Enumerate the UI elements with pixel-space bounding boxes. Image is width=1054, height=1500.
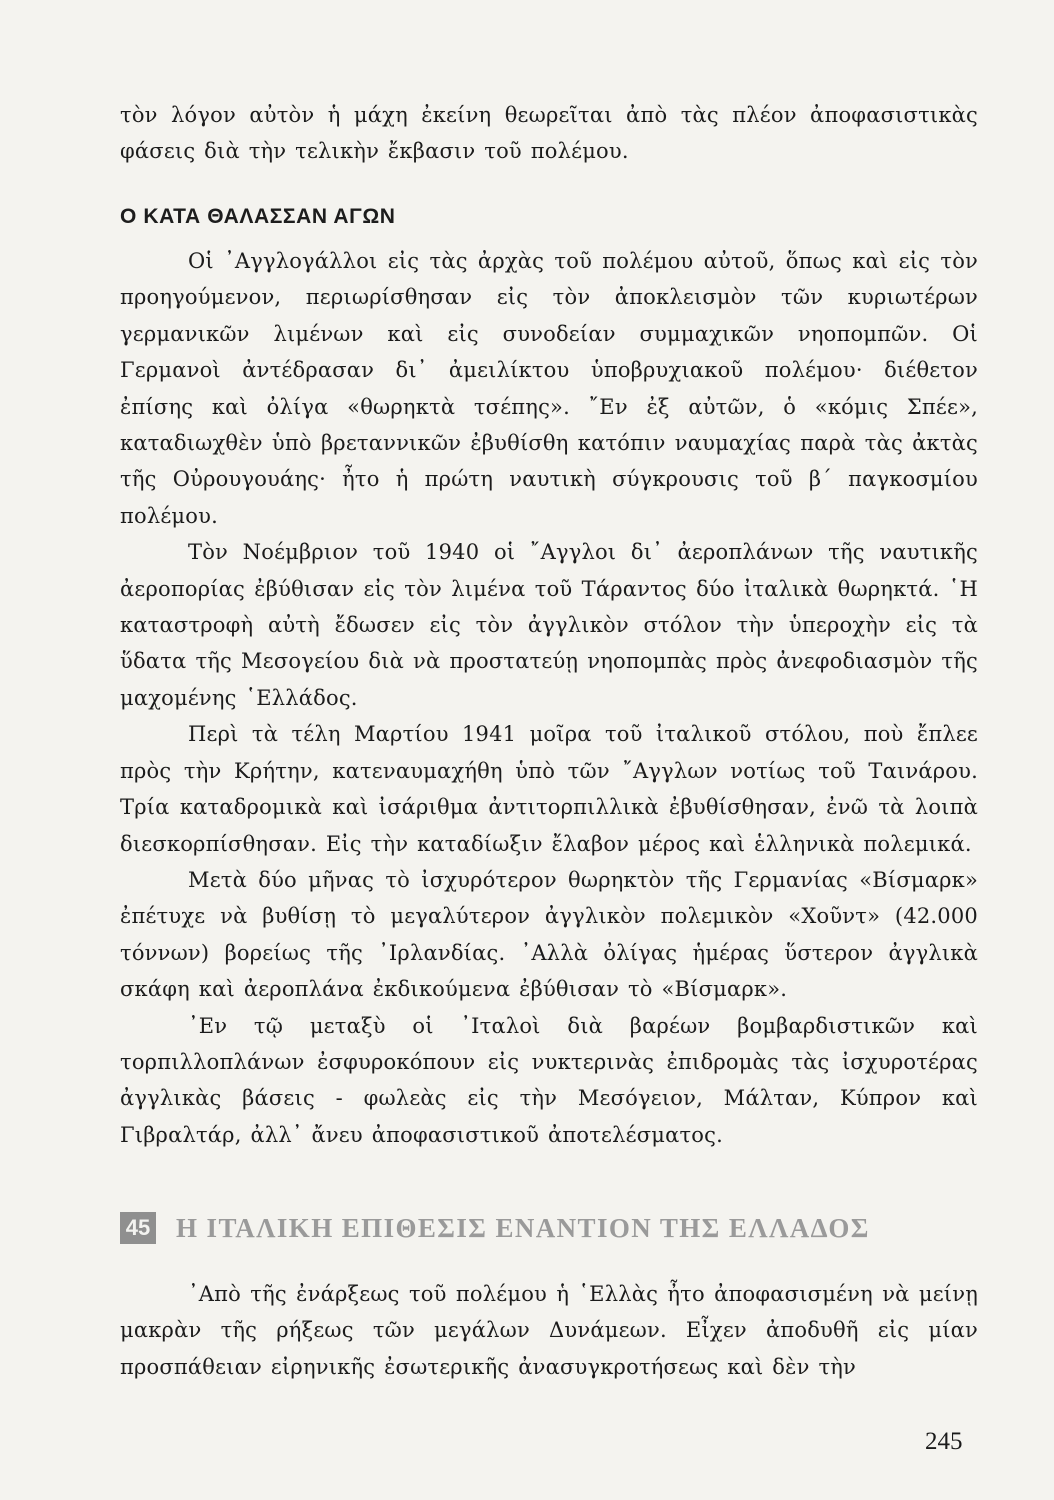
- paragraph-blockade: Οἱ ᾿Αγγλογάλλοι εἰς τὰς ἀρχὰς τοῦ πολέμου αὐτοῦ, ὅπως καὶ εἰς τὸν προηγούμενον, περιωρίσθησαν εἰς τὸν ἀποκλεισμὸν τῶν κυριωτέρων γερμανικῶν λιμένων καὶ εἰς συνοδείαν συμμαχικῶν νηοπομπῶν. Οἱ Γερμανοὶ ἀντέδρασαν δι᾿ ἀμειλίκτου ὑποβρυχιακοῦ πολέμου· διέθετον ἐπίσης καὶ ὀλίγα «θωρηκτὰ τσέπης». ῎Εν ἐξ αὐτῶν, ὁ «κόμις Σπέε», καταδιωχθὲν ὑπὸ βρεταννικῶν ἐβυθίσθη κατόπιν ναυμαχίας παρὰ τὰς ἀκτὰς τῆς Οὐρουγουάης· ἦτο ἡ πρώτη ναυτικὴ σύγκρουσις τοῦ β΄ παγκοσμίου πολέμου.: [120, 249, 978, 528]
- sea-war-text: [120, 243, 978, 1153]
- paragraph-taranto: Τὸν Νοέμβριον τοῦ 1940 οἱ ῎Αγγλοι δι᾿ ἀεροπλάνων τῆς ναυτικῆς ἀεροπορίας ἐβύθισαν εἰς τὸν λιμένα τοῦ Τάραντος δύο ἰταλικὰ θωρηκτά. ῾Η καταστροφὴ αὐτὴ ἔδωσεν εἰς τὸν ἀγγλικὸν στόλον τὴν ὑπεροχὴν εἰς τὰ ὕδατα τῆς Μεσογείου διὰ νὰ προστατεύῃ νηοπομπὰς πρὸς ἀνεφοδιασμὸν τῆς μαχομένης ῾Ελλάδος.: [120, 540, 978, 710]
- intro-text: [120, 97, 978, 170]
- paragraph-italian-bombing: ᾿Εν τῷ μεταξὺ οἱ ᾿Ιταλοὶ διὰ βαρέων βομβαρδιστικῶν καὶ τορπιλλοπλάνων ἐσφυροκόπουν εἰς νυκτερινὰς ἐπιδρομὰς τὰς ἰσχυροτέρας ἀγγλικὰς βάσεις - φωλεὰς εἰς τὴν Μεσόγειον, Μάλταν, Κύπρον καὶ Γιβραλτάρ, ἀλλ᾿ ἄνευ ἀποφασιστικοῦ ἀποτελέσματος.: [120, 1013, 978, 1147]
- paragraph-tainaron: Περὶ τὰ τέλη Μαρτίου 1941 μοῖρα τοῦ ἰταλικοῦ στόλου, ποὺ ἔπλεε πρὸς τὴν Κρήτην, κατεναυμαχήθη ὑπὸ τῶν ῎Αγγλων νοτίως τοῦ Ταινάρου. Τρία καταδρομικὰ καὶ ἰσάριθμα ἀντιτορπιλλικὰ ἐβυθίσθησαν, ἐνῶ τὰ λοιπὰ διεσκορπίσθησαν. Εἰς τὴν καταδίωξιν ἔλαβον μέρος καὶ ἑλληνικὰ πολεμικά.: [120, 722, 978, 856]
- section-heading-sea-war: Ο ΚΑΤΑ ΘΑΛΑΣΣΑΝ ΑΓΩΝ: [120, 205, 396, 228]
- section-number-badge: 45: [120, 1212, 156, 1244]
- italian-attack-text: [120, 1276, 978, 1385]
- paragraph-greece-neutrality: ᾿Απὸ τῆς ἐνάρξεως τοῦ πολέμου ἡ ῾Ελλὰς ἦτο ἀποφασισμένη νὰ μείνῃ μακρὰν τῆς ρήξεως τῶν μεγάλων Δυνάμεων. Εἶχεν ἀποδυθῆ εἰς μίαν προσπάθειαν εἰρηνικῆς ἐσωτερικῆς ἀνασυγκροτήσεως καὶ δὲν τὴν: [120, 1282, 978, 1379]
- page-number: 245: [925, 1428, 963, 1455]
- intro-paragraph: τὸν λόγον αὐτὸν ἡ μάχη ἐκείνη θεωρεῖται ἀπὸ τὰς πλέον ἀποφασιστικὰς φάσεις διὰ τὴν τελικὴν ἔκβασιν τοῦ πολέμου.: [120, 103, 978, 164]
- section-title: Η ΙΤΑΛΙΚΗ ΕΠΙΘΕΣΙΣ ΕΝΑΝΤΙΟΝ ΤΗΣ ΕΛΛΑΔΟΣ: [176, 1212, 870, 1243]
- section-heading-italian-attack: [120, 1208, 978, 1248]
- paragraph-bismarck: Μετὰ δύο μῆνας τὸ ἰσχυρότερον θωρηκτὸν τῆς Γερμανίας «Βίσμαρκ» ἐπέτυχε νὰ βυθίσῃ τὸ μεγαλύτερον ἀγγλικὸν πολεμικὸν «Χοῦντ» (42.000 τόννων) βορείως τῆς ᾿Ιρλανδίας. ᾿Αλλὰ ὀλίγας ἡμέρας ὕστερον ἀγγλικὰ σκάφη καὶ ἀεροπλάνα ἐκδικούμενα ἐβύθισαν τὸ «Βίσμαρκ».: [120, 867, 978, 1002]
